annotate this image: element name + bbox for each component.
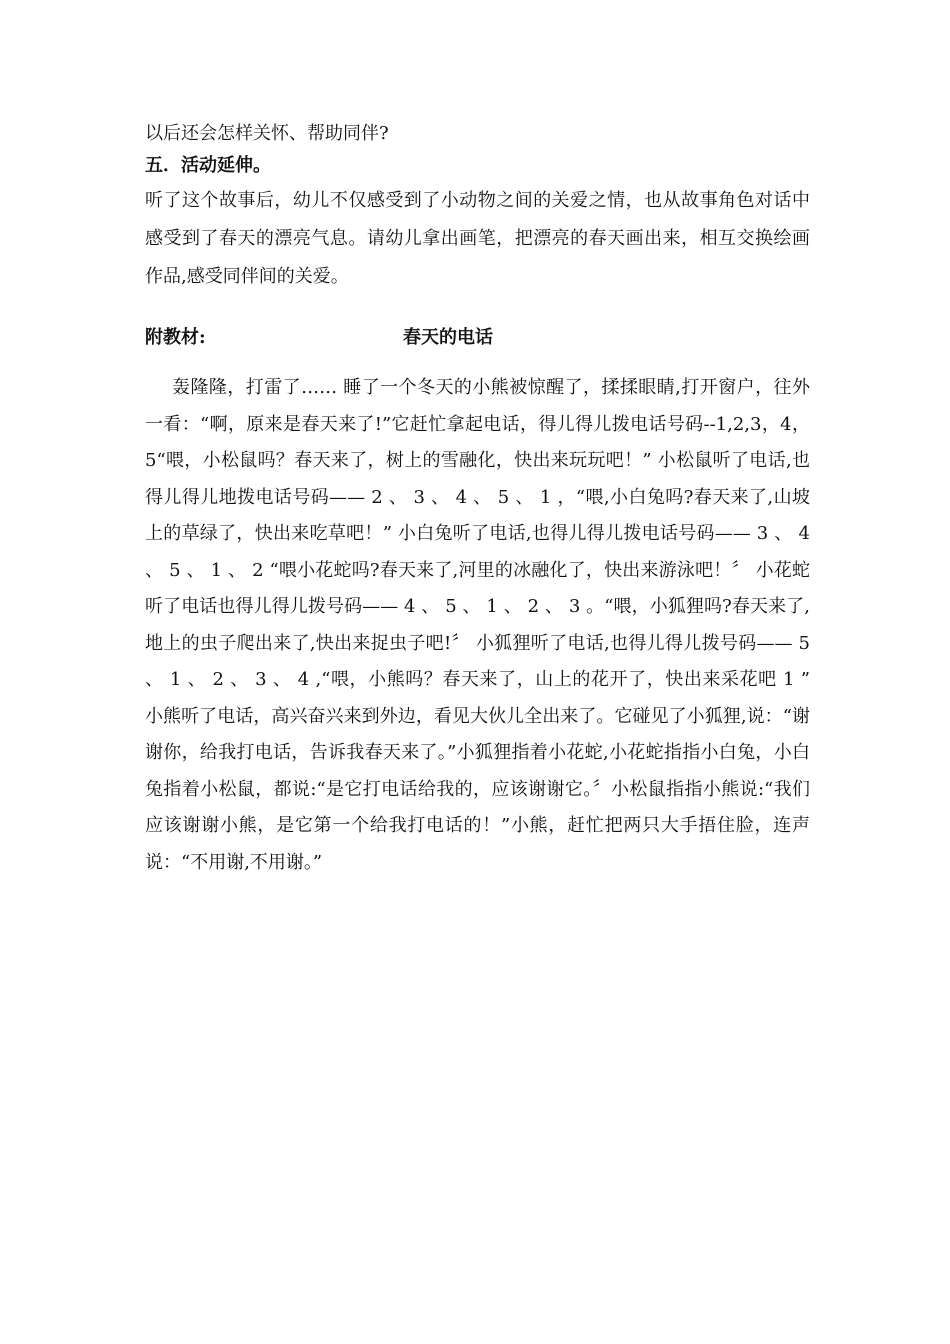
appendix-label: 附教材: (145, 327, 206, 348)
story-title: 春天的电话 (403, 327, 493, 348)
story-paragraph: 轰隆隆，打雷了…… 睡了一个冬天的小熊被惊醒了，揉揉眼睛,打开窗户，往外一看：“啊，原来是春天来了!”它赶忙拿起电话，得儿得儿拨电话号码--1,2,3，4，5“喂，小松鼠吗？春天来了，树上的雪融化，快出来玩玩吧！” 小松鼠听了电话,也得儿得儿地拨电话号码—— 2 、 3 、 4 、 5 、 1 ，“喂,小白兔吗?春天来了,山坡上的草绿了，快出来吃草吧！” 小白兔听了电话,也得儿得儿拨电话号码—— 3 、 4 、 5 、 1 、 2 “喂小花蛇吗?春天来了,河里的冰融化了，快出来游泳吧！〞 小花蛇听了电话也得儿得儿拨号码—— 4 、 5 、 1 、 2 、 3 。“喂，小狐狸吗?春天来了,地上的虫子爬出来了,快出来捉虫子吧!〞 小狐狸听了电话,也得儿得儿拨号码—— 5 、 1 、 2 、 3 、 4 ,“喂，小熊吗？春天来了，山上的花开了，快出来采花吧 1 ” 小熊听了电话，高兴奋兴来到外边，看见大伙儿全出来了。它碰见了小狐狸,说：“谢谢你，给我打电话，告诉我春天来了。”小狐狸指着小花蛇,小花蛇指指小白兔，小白兔指着小松鼠，都说:“是它打电话给我的，应该谢谢它。〞小松鼠指指小熊说:“我们应该谢谢小熊，是它第一个给我打电话的！”小熊，赶忙把两只大手捂住脸，连声说：“不用谢,不用谢。” (145, 377, 810, 873)
appendix-header (145, 320, 810, 356)
section-5-heading: 五．活动延伸。 (145, 155, 271, 176)
document-body (145, 118, 810, 899)
section-5-paragraph: 听了这个故事后，幼儿不仅感受到了小动物之间的关爱之情，也从故事角色对话中感受到了春天的漂亮气息。请幼儿拿出画笔，把漂亮的春天画出来，相互交换绘画作品,感受同伴间的关爱。 (145, 190, 810, 287)
intro-tail-line: 以后还会怎样关怀、帮助同伴? (145, 123, 389, 144)
